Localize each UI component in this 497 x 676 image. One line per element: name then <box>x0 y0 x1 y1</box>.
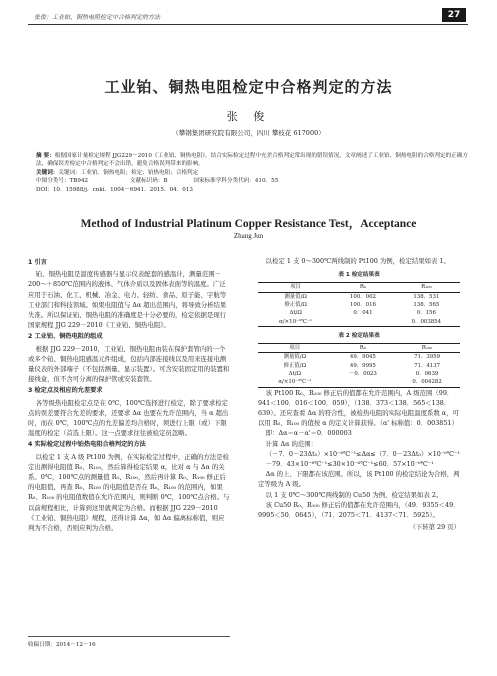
doc-code: 文献标识码：B <box>129 178 168 185</box>
body-paragraph: Δα 的上、下限都在该范围。所以，该 Pt100 的检定结论为合格，判定等级为 A 级。 <box>258 470 460 489</box>
table-cell: α/×10⁻³℃⁻¹ <box>258 318 333 327</box>
table-cell: 修正值/Ω <box>284 302 307 308</box>
table-cell: Δt/Ω <box>289 310 302 317</box>
section-heading: 3 检定点及相应的允差要求 <box>28 387 103 395</box>
table-cell: －0．0023 <box>348 370 377 377</box>
classification-line <box>36 177 468 185</box>
table-cell: 100．016 <box>349 302 376 308</box>
body-paragraph: 铂、铜热电阻是温度传感器与显示仪表配套的感温计，测量范围－200～＋850℃范围内的液体、气体介质以及固体表面等的温度。广泛应用于石油、化工、机械、冶金、电力、轻纺、食品、原子能、宇航等工业部门和科技领域。如果电阻值与 Δα 超出范围内，将导致分析结果失准。所以保证铂、铜热电阻的准确度是十分必要的，检定依据是现行国家规程 JJG 229－2010《工业铂、铜热电阻》。 <box>28 270 227 330</box>
body-paragraph: 计算 Δα 的范围： <box>265 439 318 448</box>
body-paragraph: 即：Δα＝α－α'＝0．000003 <box>265 429 352 438</box>
affiliation: （攀钢集团研究院有限公司，四川 攀枝花 617000） <box>172 129 325 137</box>
section-heading: 1 引言 <box>28 259 47 266</box>
table-cell: 测量值/Ω <box>284 293 307 300</box>
body-paragraph: （－7．0－23Δt₀）×10⁻⁶℃⁻¹≤Δα≤（7．0－23Δt₀）×10⁻⁶℃⁻¹ <box>265 449 460 458</box>
body-paragraph: 以 1 支 0℃～300℃两线制的 Cu50 为例，检定结果如表 2。 <box>265 490 443 499</box>
body-paragraph: 各等级热电阻检定点是在 0℃，100℃选择进行检定，除了要求检定点的误差要符合允差的要求，还要求 Δα 也要在允许范围内，当 α 超出时，而在 0℃，100℃点的允差偏差均合格时，须进行上限（或）下限温度的检定（首选上限）。这一点要求往往被检定员忽略。 <box>28 398 229 438</box>
table-header-cell: R₀ <box>333 283 392 292</box>
title-english: Method of Industrial Platinum Copper Resistance Test，Acceptance <box>80 218 417 230</box>
table-cell: 138．531 <box>413 293 440 300</box>
table1 <box>258 282 460 326</box>
table-cell: 49．9995 <box>349 362 376 369</box>
table-row <box>258 378 460 387</box>
keywords-label: 关键词： <box>36 169 59 176</box>
table-header-cell: R₁₀₀ <box>393 283 460 292</box>
running-header <box>28 10 468 25</box>
table-row <box>258 370 460 378</box>
subject-code: 国家标准学科分类代码：410．55 <box>193 178 279 185</box>
table-cell: 0．003854 <box>393 318 460 327</box>
body-paragraph: －79．43×10⁻⁶℃⁻¹≤30×10⁻⁶℃⁻¹≤60．57×10⁻⁶℃⁻¹ <box>265 460 434 468</box>
table-cell <box>333 318 392 327</box>
abstract-para <box>36 152 468 169</box>
table1-caption: 表 1 检定结果表 <box>338 272 380 279</box>
table-cell: 测量值/Ω <box>283 354 307 361</box>
table-cell: 71．4137 <box>414 362 441 369</box>
body-paragraph: 该 Pt100 R₀、R₁₀₀ 修正后的值都在允许范围内，A 级范围（99．941＜100．016＜100．059），（138．373＜138．565＜138．639）。还应查看 Δα 的符合性，被检热电阻的实际电阻温度系数 α，可以用 R₀、R₁₀₀ 的值按 α 的定义计算获得。（α' 标称值：0．003851） <box>258 388 459 428</box>
table-cell: 49．9045 <box>349 354 376 361</box>
table-header-cell: 项目 <box>258 344 332 353</box>
table-cell: 0．156 <box>416 310 436 317</box>
abstract-label: 摘 要： <box>36 153 55 159</box>
table-cell: 0．0639 <box>415 370 439 377</box>
table-row <box>258 301 460 309</box>
abstract-block <box>36 152 468 194</box>
table-cell: 100．002 <box>349 293 376 300</box>
author-english: Zhang Jun <box>233 232 264 240</box>
abstract-text: 根据国家计量检定规程 JJG229－2010《工业铂、铜热电阻》，结合实际检定过程中充差合格判定常出现的错误情况，文章阐述了工业铂、铜热电阻的合格判定的正确方法，确保误差检定中合格判定不会出错，避免合格误判带来的影响。 <box>36 153 468 168</box>
table-cell: 0．041 <box>353 310 373 317</box>
table-header-cell: 项目 <box>258 283 333 292</box>
table-row <box>258 318 460 327</box>
table-row <box>258 353 460 362</box>
body-paragraph: 该 Cu50 R₀、R₁₀₀ 修正后的值都在允许范围内，（49．9355＜49．9995＜50．0645），（71．2075＜71．4137＜71．5925）。 <box>258 500 460 520</box>
author-chinese: 张 俊 <box>226 110 271 123</box>
table2-caption: 表 2 检定结果表 <box>338 332 380 339</box>
table-row <box>258 292 460 301</box>
title-chinese: 工业铂、铜热电阻检定中合格判定的方法 <box>104 78 393 96</box>
body-paragraph: 以检定 1 支 A 级 Pt100 为例，在实际检定过程中，正确的方法是检定出测得电阻值 R₀、R₁₀₀，然后算得检定结果 α，比对 α 与 Δα 的关系。0℃，100℃点的测量值 R₀、R₁₀₀，然后再计算 R₀、R₁₀₀ 修正后的电阻值，再查 R₀、R₁₀₀ 的电阻值是否在 R₀、R₁₀₀ 的范围内，如果 R₀、R₁₀₀ 的电阻值数值在允许范围内，则判断 0℃，100℃点合格。与以前规程相比，计算到这里就判定为合格。而根据 JJG 229－2010《工业铂、铜热电阻》规程，还得计算 Δα，如 Δα 偏离标称值，则应判为不合格，否则应判为合格。 <box>28 452 230 533</box>
keywords-text: 关键词：工业铂、铜热电阻；检定；铂热电阻；合格判定 <box>58 169 199 176</box>
section-heading: 2 工业铂、铜热电阻的组成 <box>28 333 103 341</box>
table-cell: Δt/Ω <box>288 370 301 377</box>
table-cell <box>332 378 395 387</box>
class-code: 中图分类号：TB942 <box>36 178 89 185</box>
left-column <box>28 256 230 533</box>
right-body <box>258 388 460 521</box>
running-title: 张俊：工业铂、铜热电阻检定中合格判定的方法 <box>34 14 161 21</box>
table-cell: 0．004282 <box>394 378 460 387</box>
section-heading: 4 实际检定过程中铂热电阻合格判定的方法 <box>28 441 146 449</box>
table-header-cell: R₁₀₀ <box>394 344 460 353</box>
table-cell: 138．565 <box>413 302 440 308</box>
table-row <box>258 309 460 317</box>
right-intro: 以检定 1 支 0～300℃两线制的 Pt100 为例，检定结果如表 1。 <box>265 257 450 265</box>
keywords <box>36 169 468 177</box>
table2 <box>258 343 460 387</box>
doi: DOI：10．15988/j．cnki．1004－6941．2015．04．013 <box>36 186 193 193</box>
continued-note: （下转第 29 页） <box>409 523 460 532</box>
table-header-cell: R₀ <box>332 344 395 353</box>
table-row <box>258 362 460 370</box>
page-number: 27 <box>442 8 466 22</box>
table-cell: 71．3959 <box>414 354 441 361</box>
table-cell: α/×10⁻³℃⁻¹ <box>258 378 332 387</box>
body-paragraph: 根据 JJG 229－2010，工业铂、铜热电阻由装在保护套管内的一个或多个铂、铜热电阻感温元件组成，包括内部连接线以及用来连接电测量仪表的外部端子（不包括测量、显示装置）。可含安装固定用的装置和接线盒，但不含可分离的保护管或安装套管。 <box>28 344 230 384</box>
received-date: 收稿日期：2014－12－16 <box>28 636 230 648</box>
right-column <box>258 256 460 532</box>
table-cell: 修正值/Ω <box>283 362 307 369</box>
